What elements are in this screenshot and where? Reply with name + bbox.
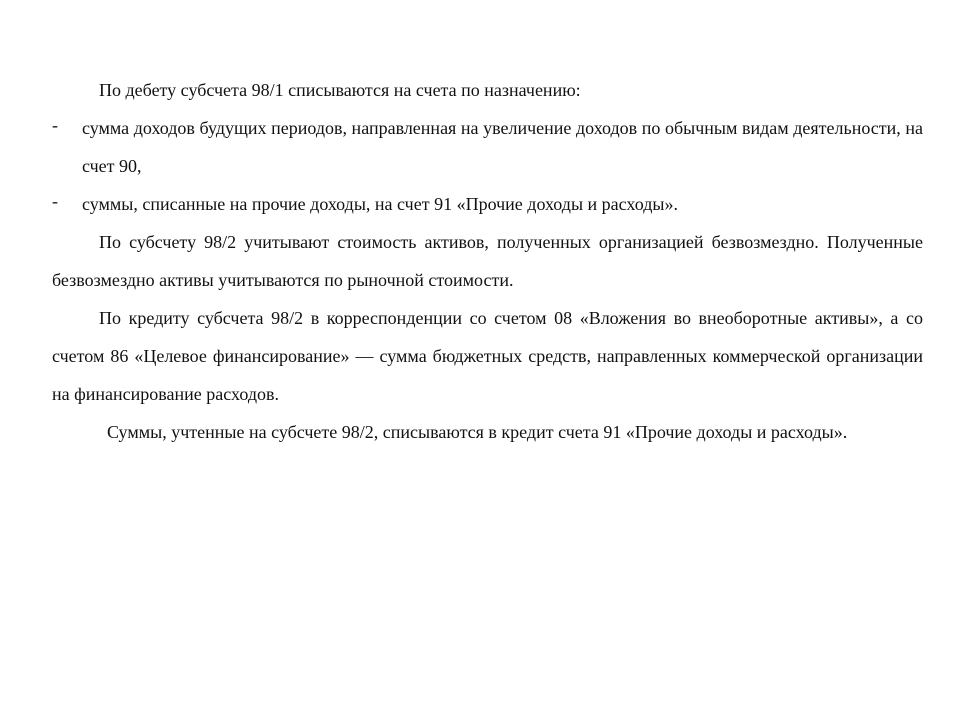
bullet-marker: - (52, 115, 58, 135)
bullet-marker: - (52, 191, 58, 211)
paragraph-98-2: По субсчету 98/2 учитывают стоимость активов, полученных организацией безвозмездно. Полученные безвозмездно активы учитываются по рыночной стоимости. (52, 232, 923, 290)
bullet-text: суммы, списанные на прочие доходы, на счет 91 «Прочие доходы и расходы». (82, 194, 678, 214)
paragraph-credit: По кредиту субсчета 98/2 в корреспонденции со счетом 08 «Вложения во внеоборотные активы», а со счетом 86 «Целевое финансирование» — сумма бюджетных средств, направленных коммерческой организации на финансирование расходов. (52, 308, 923, 404)
paragraph-write-off: Суммы, учтенные на субсчете 98/2, списываются в кредит счета 91 «Прочие доходы и расходы». (107, 422, 848, 442)
bullet-text: сумма доходов будущих периодов, направленная на увеличение доходов по обычным видам деятельности, на счет 90, (82, 118, 923, 176)
paragraph-intro: По дебету субсчета 98/1 списываются на счета по назначению: (99, 80, 581, 100)
bullet-item (52, 109, 923, 185)
document-body (52, 71, 923, 451)
bullet-item (52, 185, 923, 223)
